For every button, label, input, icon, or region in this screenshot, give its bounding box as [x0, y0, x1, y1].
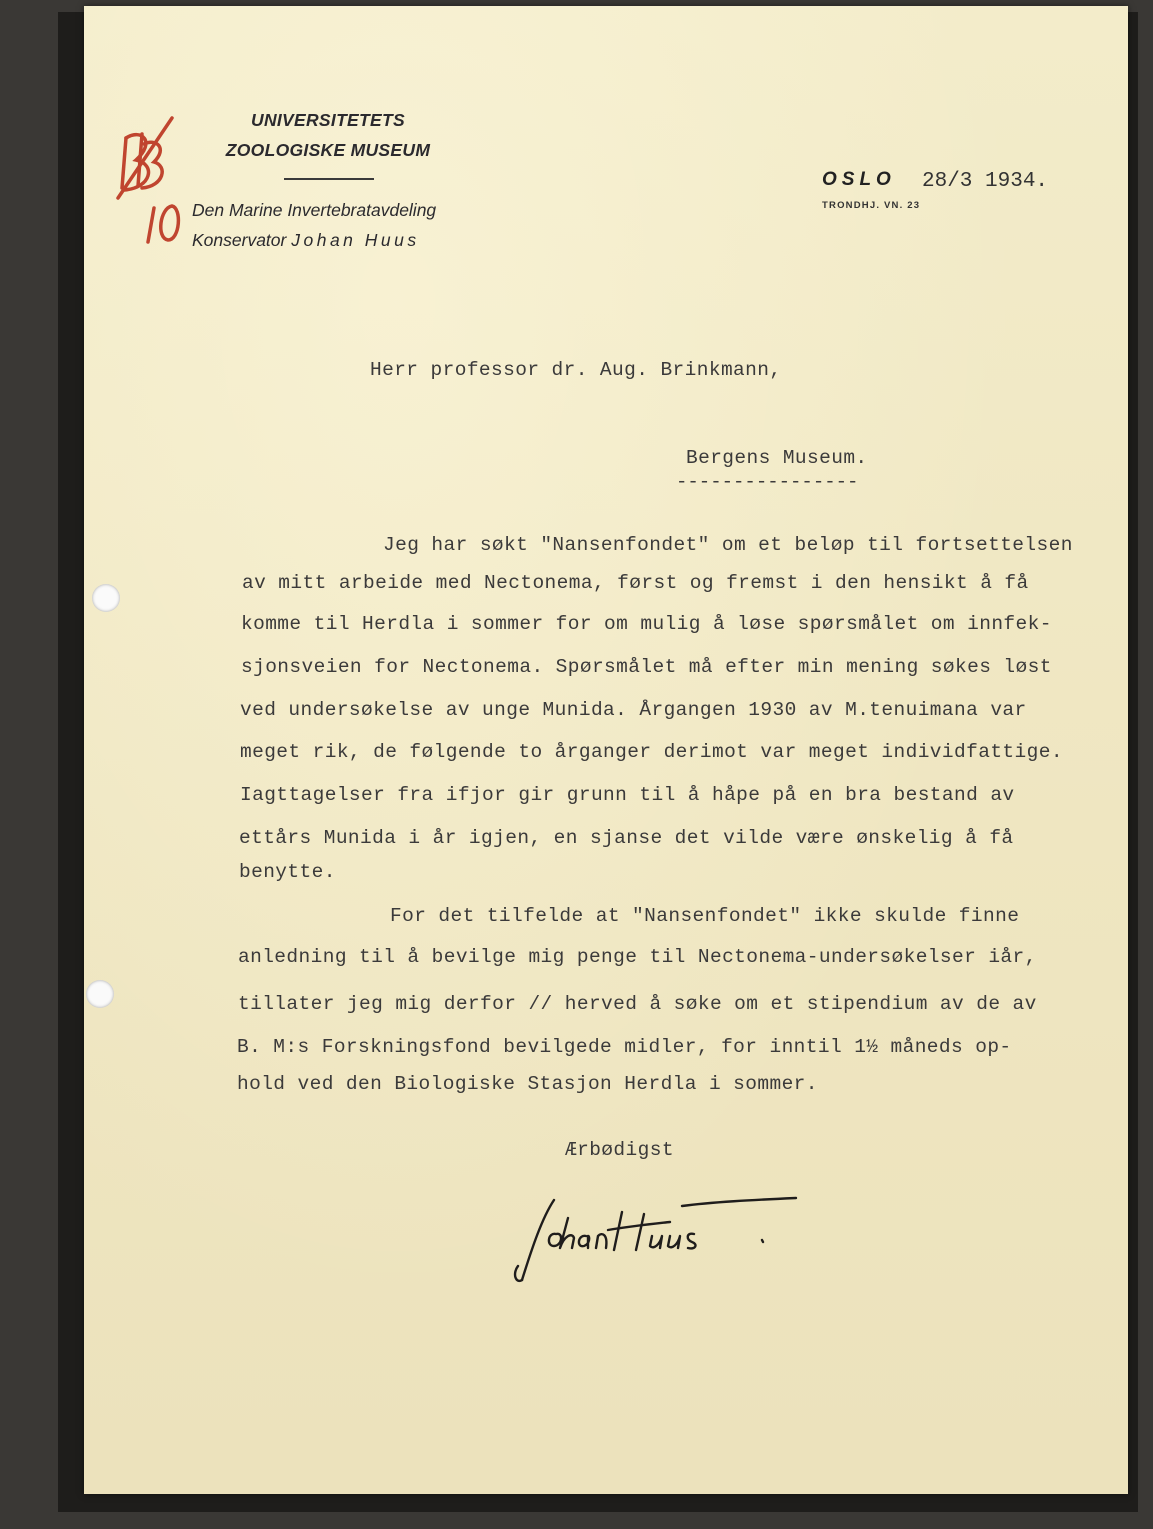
body-line: av mitt arbeide med Nectonema, først og fremst i den hensikt å få: [242, 572, 1029, 594]
letterhead-rule: [284, 178, 374, 180]
body-line: hold ved den Biologiske Stasjon Herdla i sommer.: [237, 1073, 818, 1095]
body-line: benytte.: [239, 861, 336, 883]
curator-name: Johan Huus: [291, 230, 420, 250]
body-line: Iagttagelser fra ifjor gir grunn til å håpe på en bra bestand av: [240, 784, 1015, 806]
body-line: komme til Herdla i sommer for om mulig å løse spørsmålet om innfek-: [241, 613, 1052, 635]
body-line: meget rik, de følgende to årganger derimot var meget individfattige.: [240, 741, 1063, 763]
body-line: Jeg har søkt "Nansenfondet" om et beløp til fortsettelsen: [383, 534, 1073, 556]
curator-title: Konservator: [192, 230, 287, 250]
place: OSLO: [822, 169, 896, 190]
curator-line: [192, 230, 420, 251]
street-address: TRONDHJ. VN. 23: [822, 200, 921, 211]
archive-mark: [112, 108, 192, 248]
body-line: anledning til å bevilge mig penge til Nectonema-undersøkelser iår,: [238, 946, 1037, 968]
date: 28/3 1934.: [922, 170, 1049, 193]
body-line: sjonsveien for Nectonema. Spørsmålet må efter min mening søkes løst: [241, 656, 1052, 678]
closing-salutation: Ærbødigst: [565, 1139, 674, 1161]
punch-hole-top: [92, 584, 120, 612]
department-line: Den Marine Invertebratavdeling: [192, 200, 437, 220]
body-line: ved undersøkelse av unge Munida. Årgangen 1930 av M.tenuimana var: [240, 699, 1027, 721]
signature: [512, 1188, 802, 1288]
punch-hole-bottom: [86, 980, 114, 1008]
institution-line2: ZOOLOGISKE MUSEUM: [225, 140, 431, 160]
body-line: B. M:s Forskningsfond bevilgede midler, for inntil 1½ måneds op-: [237, 1036, 1012, 1058]
body-line: For det tilfelde at "Nansenfondet" ikke skulde finne: [390, 905, 1020, 927]
institution-line1: UNIVERSITETETS: [251, 110, 405, 130]
recipient-institution: Bergens Museum.: [686, 447, 868, 469]
body-line: tillater jeg mig derfor // herved å søke om et stipendium av de av: [238, 993, 1037, 1015]
recipient-name: Herr professor dr. Aug. Brinkmann,: [370, 359, 782, 381]
recipient-underline: ----------------: [676, 471, 859, 493]
body-line: ettårs Munida i år igjen, en sjanse det vilde være ønskelig å få: [239, 827, 1014, 849]
